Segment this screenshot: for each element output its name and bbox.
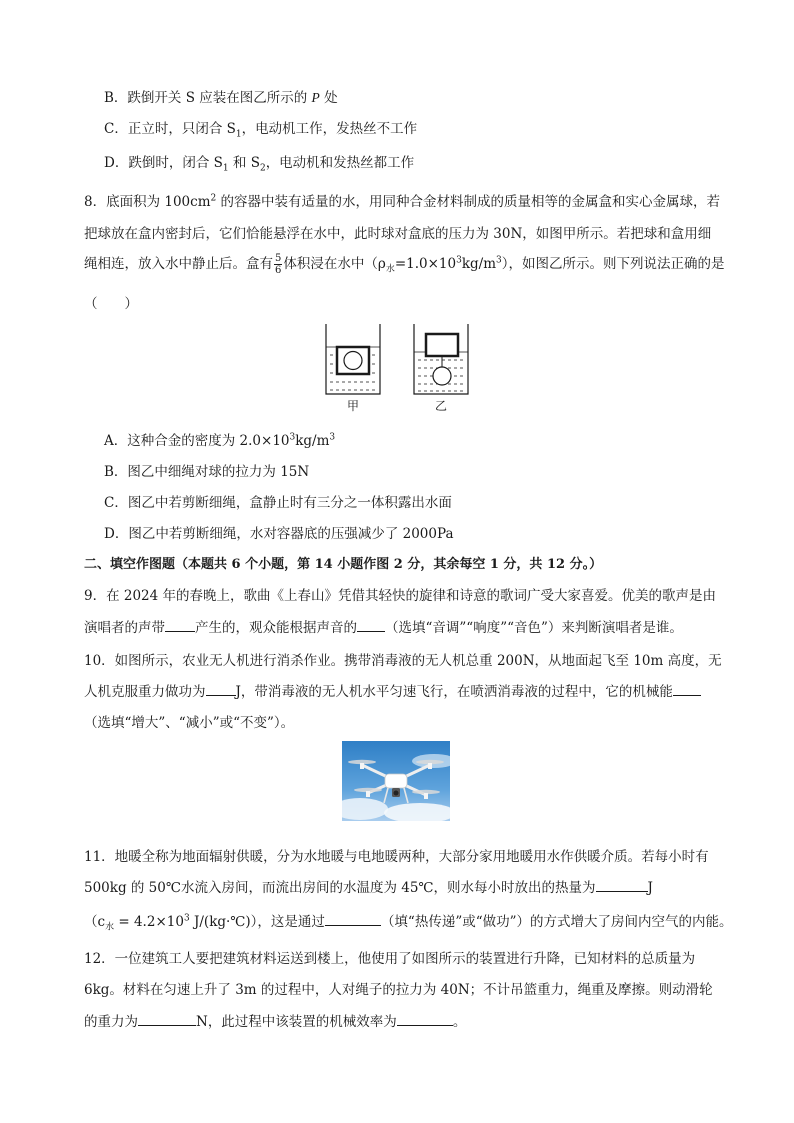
q7-option-d: D．跌倒时，闭合 $S_1$ 和 $S_2$，电动机和发热丝都工作	[104, 155, 415, 174]
blank[interactable]	[325, 913, 381, 926]
ball	[344, 352, 362, 370]
q12-line1: 12．一位建筑工人要把建筑材料运送到楼上，他使用了如图所示的装置进行升降，已知材料的总质量为	[84, 951, 696, 967]
q7-option-c: C．正立时，只闭合 $S_1$，电动机工作，发热丝不工作	[104, 121, 418, 140]
q12-line3: 的重力为 N，此过程中该装置的机械效率为 。	[84, 1014, 467, 1030]
blank[interactable]	[138, 1013, 196, 1026]
q9-line2: 演唱者的声带 产生的，观众能根据声音的 （选填“音调”“响度”“音色”）来判断演唱者是谁。	[84, 620, 683, 636]
section-heading: 二、填空作图题（本题共 6 个小题，第 14 小题作图 2 分，其余每空 1 分，共 12 分。）	[84, 557, 603, 572]
q10-line2: 人机克服重力做功为 J，带消毒液的无人机水平匀速飞行，在喷洒消毒液的过程中，它的机械能	[84, 680, 701, 700]
q7-option-b: B．跌倒开关 S 应装在图乙所示的 P 处	[104, 90, 338, 106]
drone-photo	[342, 741, 450, 821]
q10-line1: 10．如图所示，农业无人机进行消杀作业。携带消毒液的无人机总重 200N，从地面起飞至 10m 高度，无	[84, 653, 722, 669]
q10-line3: （选填“增大”、“减小”或“不变”）。	[84, 715, 295, 731]
label-jia: 甲	[346, 399, 360, 413]
q8-option-b: B．图乙中细绳对球的拉力为 15N	[104, 464, 310, 480]
q8-option-d: D．图乙中若剪断细绳，水对容器底的压强减少了 2000Pa	[104, 526, 454, 542]
q11-line2: 500kg 的 50℃水流入房间，而流出房间的水温度为 45℃，则水每小时放出的热量为 J	[84, 880, 653, 896]
blank[interactable]	[165, 619, 195, 632]
container-yi	[414, 324, 468, 394]
blank[interactable]	[397, 1013, 453, 1026]
label-yi: 乙	[434, 399, 448, 413]
q8-figure	[318, 322, 478, 414]
box	[426, 334, 458, 356]
q8-option-a: A．这种合金的密度为 $2.0\times 10^3kg/m^3$	[104, 432, 336, 449]
q11-line1: 11．地暖全称为地面辐射供暖，分为水地暖与电地暖两种，大部分家用地暖用水作供暖介质。若每小时有	[84, 849, 709, 865]
q8-answer-paren: （ ）	[84, 296, 138, 312]
q8-stem-line2: 把球放在盒内密封后，它们恰能悬浮在水中，此时球对盒底的压力为 30N，如图甲所示。若把球和盒用细	[84, 226, 712, 242]
blank[interactable]	[357, 619, 385, 632]
container-jia	[326, 324, 380, 394]
blank[interactable]	[596, 879, 648, 892]
q9-line1: 9．在 2024 年的春晚上，歌曲《上春山》凭借其轻快的旋律和诗意的歌词广受大家喜爱。优美的歌声是由	[84, 588, 717, 604]
q8-stem-line3: 绳相连，放入水中静止后。盒有 $\frac{5}{6}$ 体积浸在水中$(\rho_水=1.0\times 10^3kg/m^3)$，如图乙所示。则下列说法正确的是	[84, 253, 725, 276]
q11-line3: （$c_水 = 4.2\times 10^3$ J/(kg·℃)），这是通过 （填“热传递”或“做功”）的方式增大了房间内空气的内能。	[84, 913, 733, 933]
blank[interactable]	[206, 683, 236, 696]
fraction-five-sixths: $\frac{5}{6}$	[275, 253, 282, 276]
q8-stem-line1: 8．底面积为 $100cm^2$ 的容器中装有适量的水，用同种合金材料制成的质量相等的金属盒和实心金属球，若	[84, 193, 721, 210]
blank[interactable]	[673, 683, 701, 696]
q12-line2: 6kg。材料在匀速上升了 3m 的过程中，人对绳子的拉力为 40N；不计吊篮重力，绳重及摩擦。则动滑轮	[84, 982, 713, 998]
ball	[433, 367, 451, 385]
q8-option-c: C．图乙中若剪断细绳，盒静止时有三分之一体积露出水面	[104, 495, 452, 511]
